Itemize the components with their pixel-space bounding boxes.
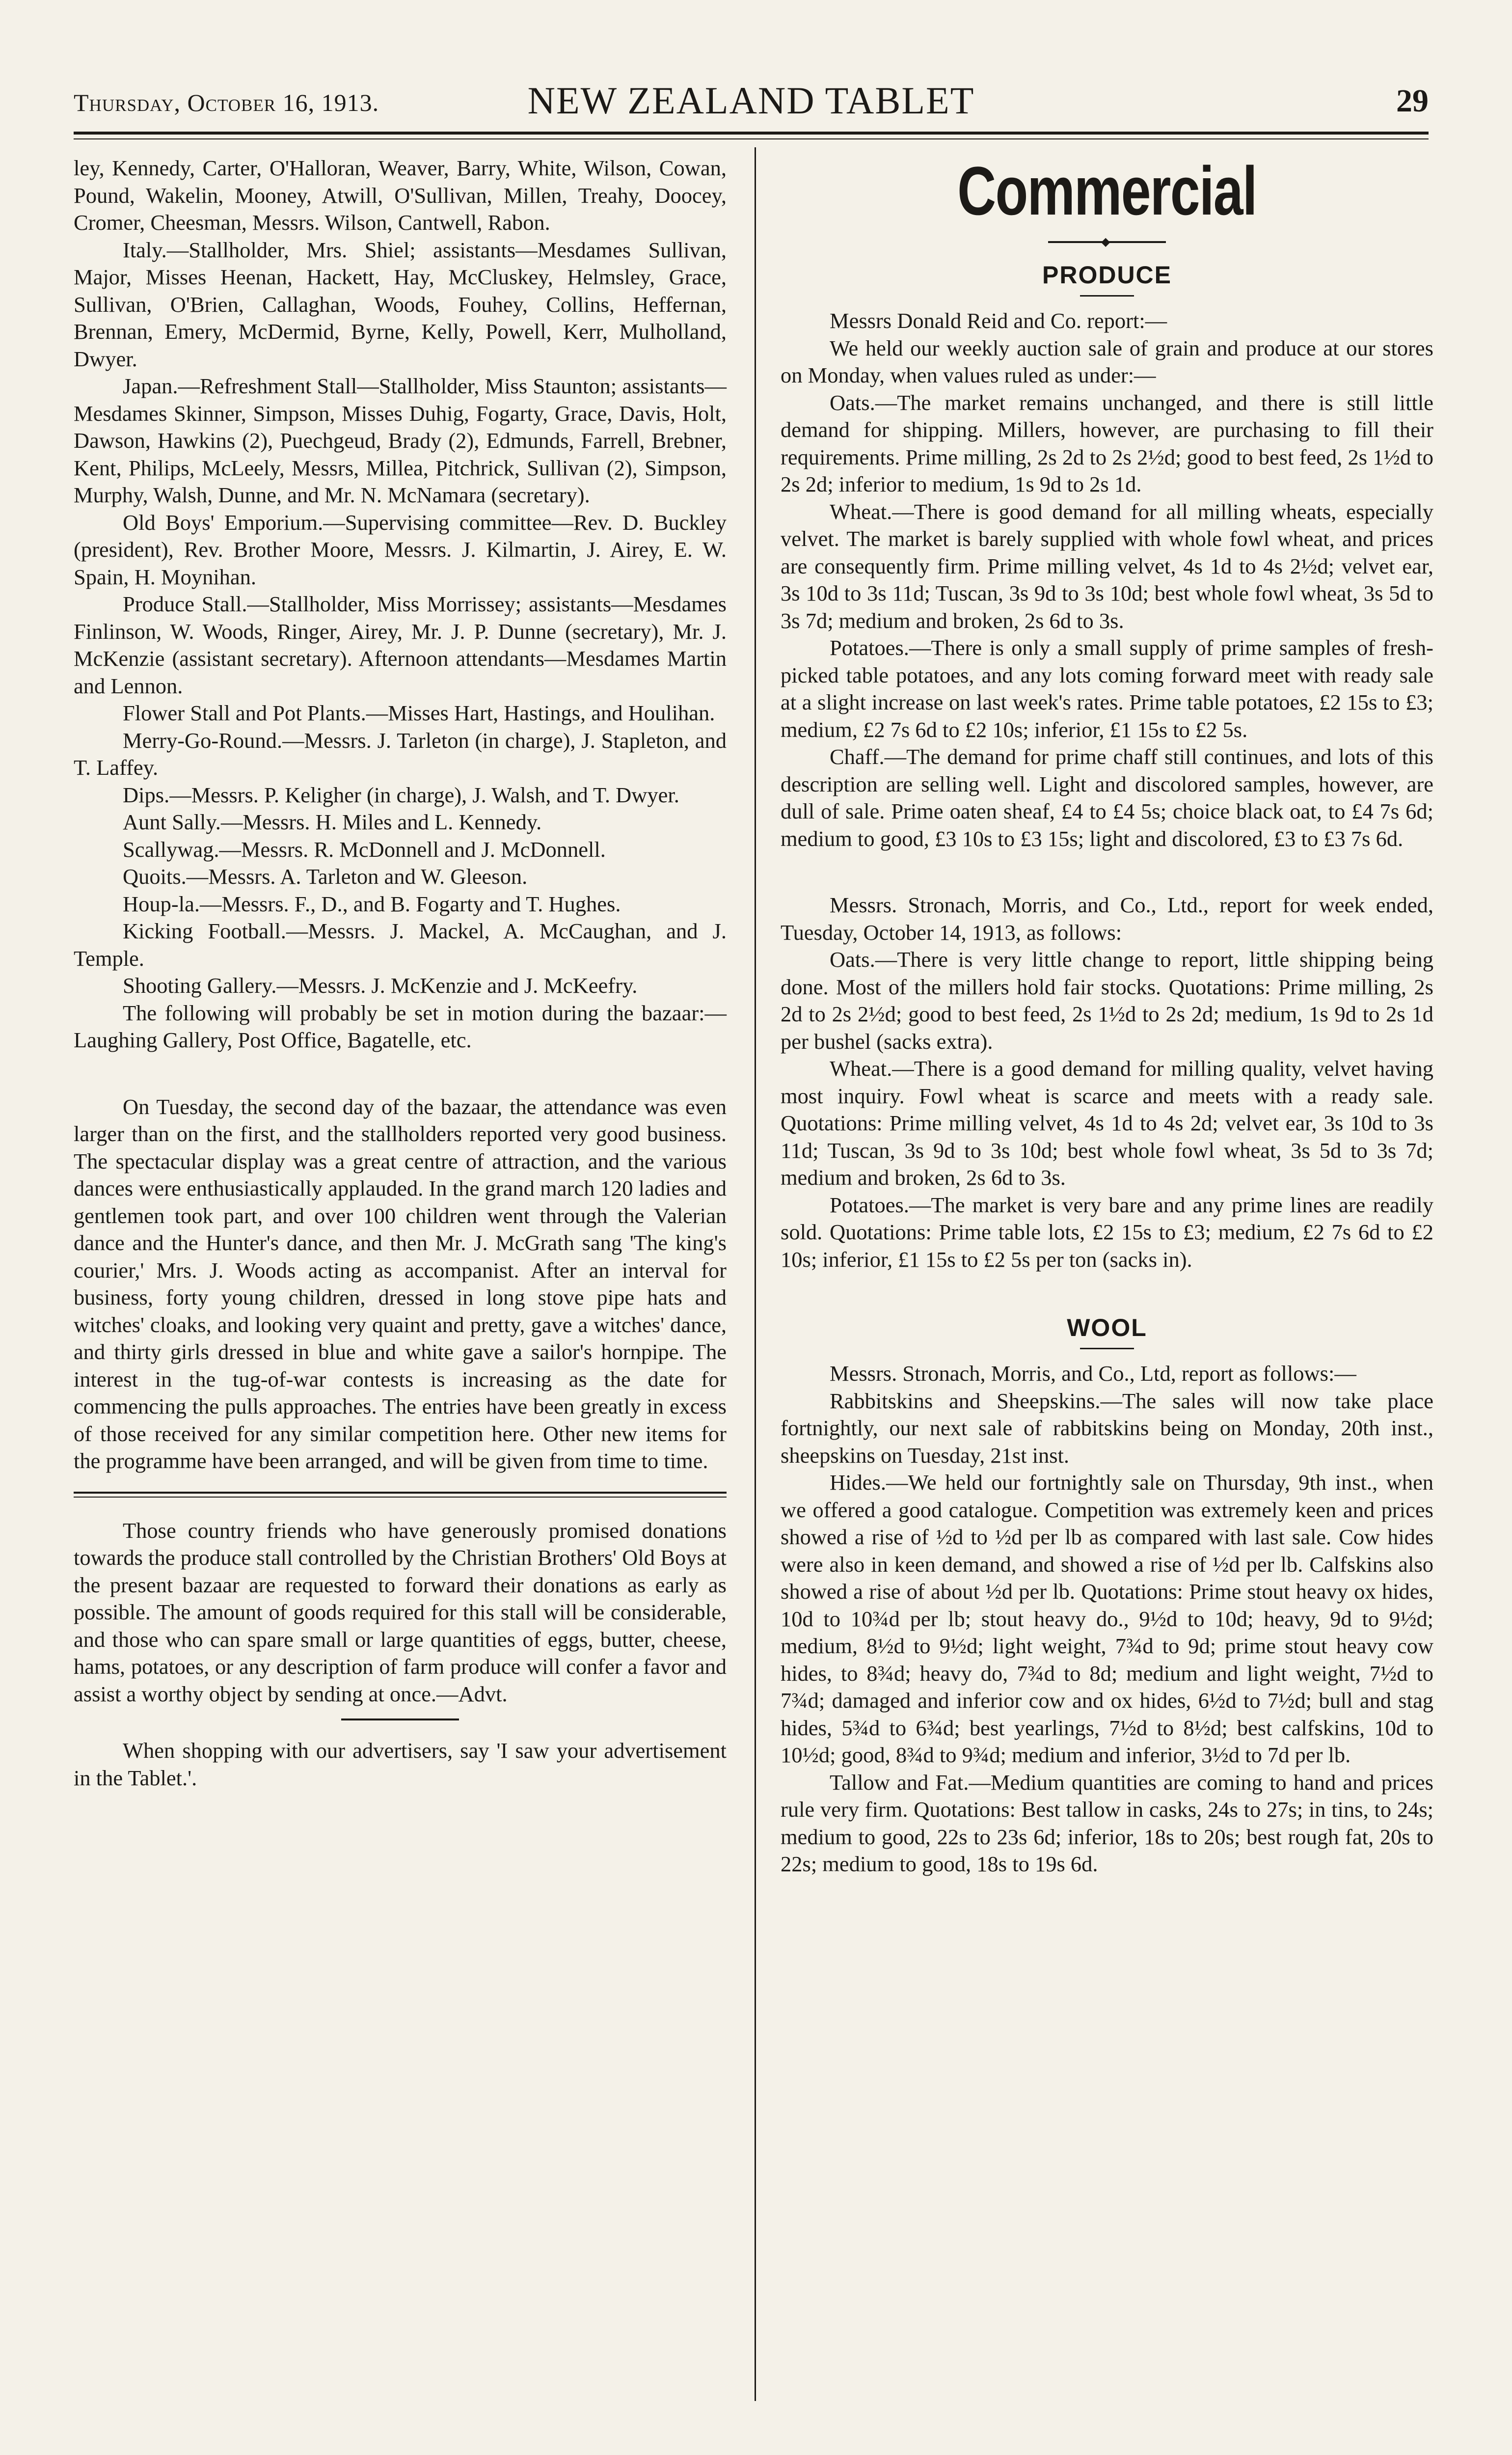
paragraph: Flower Stall and Pot Plants.—Misses Hart, Hastings, and Houlihan. <box>123 701 715 725</box>
paragraph: ley, Kennedy, Carter, O'Halloran, Weaver, Barry, White, Wilson, Cowan, Pound, Wakelin, Mooney, Atwill, O'Sullivan, Millen, Treahy, Doocey, Cromer, Cheesman, Messrs. Wilson, Cantwell, Rabon. <box>74 156 727 235</box>
spacer <box>781 852 1433 892</box>
paragraph: Potatoes.—The market is very bare and any prime lines are readily sold. Quotations: Prime table lots, £2 15s to £3; medium, £2 7s 6d to £2 10s; inferior, £1 15s to £2 5s per ton (sacks in). <box>781 1192 1433 1272</box>
paragraph: Houp-la.—Messrs. F., D., and B. Fogarty and T. Hughes. <box>123 891 621 916</box>
paragraph: Merry-Go-Round.—Messrs. J. Tarleton (in charge), J. Stapleton, and T. Laffey. <box>74 728 727 780</box>
double-rule <box>74 1492 727 1498</box>
column-divider <box>755 147 756 2401</box>
short-rule <box>1080 1348 1134 1349</box>
right-column <box>781 152 1433 1878</box>
tuesday-report: On Tuesday, the second day of the bazaar, the attendance was even larger than on the first, and the stallholders reported very good business. The spectacular display was a great centre of attraction, and the various dances were enthusiastically applauded. In the grand march 120 ladies and gentlemen took part, and over 100 children went through the Valerian dance and the Hunter's dance, and then Mr. J. McGrath sang 'The king's courier,' Mrs. J. Woods acting as accompanist. After an interval for business, forty young children, dressed in long stove pipe hats and witches' cloaks, and looking very quaint and pretty, gave a witches' dance, and thirty girls dressed in blue and white gave a sailor's hornpipe. The interest in the tug-of-war contests is increasing as the date for commencing the pulls approaches. The entries have been greatly in excess of those received for any similar competition here. Other new items for the programme have been arranged, and will be given from time to time. <box>74 1094 727 1473</box>
page-number: 29 <box>1396 83 1429 119</box>
short-rule <box>1080 295 1134 297</box>
paragraph: Hides.—We held our fortnightly sale on Thursday, 9th inst., when we offered a good catalogue. Competition was extremely keen and prices showed a rise of ½d to ½d per lb as compared with last sale. Cow hides were also in keen demand, and showed a rise of ½d per lb. Calfskins also showed a rise of about ½d per lb. Quotations: Prime stout heavy ox hides, 10d to 10¾d per lb; stout heavy do., 9½d to 10d; heavy, 9d to 9½d; medium, 8½d to 9½d; light weight, 7¾d to 9d; prime stout heavy cow hides, to 8¾d; heavy do, 7¾d to 8d; medium and light weight, 7½d to 7¾d; damaged and inferior cow and ox hides, 6½d to 7½d; bull and stag hides, 5¾d to 6¾d; best yearlings, 7½d to 8½d; best calfskins, 10d to 10½d; good, 8¾d to 9¾d; medium and inferior, 3½d to 7d per lb. <box>781 1470 1433 1767</box>
paragraph: Potatoes.—There is only a small supply of prime samples of fresh-picked table potatoes, and any lots coming forward meet with ready sale at a slight increase on last week's rates. Prime table potatoes, £2 15s to £3; medium, £2 7s 6d to £2 10s; inferior, £1 15s to £2 5s. <box>781 635 1433 742</box>
paragraph: Italy.—Stallholder, Mrs. Shiel; assistants—Mesdames Sullivan, Major, Misses Heenan, Hackett, Hay, McCluskey, Helmsley, Grace, Sullivan, O'Brien, Callaghan, Woods, Fouhey, Collins, Heffernan, Brennan, Emery, McDermid, Byrne, Kelly, Powell, Kerr, Mulholland, Dwyer. <box>74 237 727 371</box>
wool-intro: Messrs. Stronach, Morris, and Co., Ltd, report as follows:— <box>830 1361 1356 1386</box>
section-title-commercial: Commercial <box>957 152 1257 229</box>
paragraph: Tallow and Fat.—Medium quantities are coming to hand and prices rule very firm. Quotations: Best tallow in casks, 24s to 27s; in tins, to 24s; medium to good, 22s to 23s 6d; inferior, 18s to 20s; best rough fat, 20s to 22s; medium to good, 18s to 19s 6d. <box>781 1770 1433 1876</box>
paragraph: Oats.—The market remains unchanged, and there is still little demand for shipping. Millers, however, are purchasing to fill their requirements. Prime milling, 2s 2d to 2s 2½d; good to best feed, 2s 1½d to 2s 2d; inferior to medium, 1s 9d to 2s 1d. <box>781 390 1433 496</box>
paragraph: Shooting Gallery.—Messrs. J. McKenzie and J. McKeefry. <box>123 973 638 998</box>
header-rule-thin <box>74 138 1429 139</box>
paragraph: Wheat.—There is good demand for all milling wheats, especially velvet. The market is barely supplied with whole fowl wheat, and prices are consequently firm. Prime milling velvet, 4s 1d to 4s 2½d; velvet ear, 3s 10d to 3s 11d; Tuscan, 3s 9d to 3s 10d; best whole fowl wheat, 3s 5d to 3s 7d; medium and broken, 2s 6d to 3s. <box>781 499 1433 633</box>
paragraph: Japan.—Refreshment Stall—Stallholder, Miss Staunton; assistants—Mesdames Skinner, Simpson, Misses Duhig, Fogarty, Grace, Davis, Holt, Dawson, Hawkins (2), Puechgeud, Brady (2), Edmunds, Farrell, Brebner, Kent, Philips, McLeely, Messrs, Millea, Pitchrick, Sullivan (2), Simpson, Murphy, Walsh, Dunne, and Mr. N. McNamara (secretary). <box>74 374 727 507</box>
page-header <box>74 74 1429 128</box>
paragraph: Produce Stall.—Stallholder, Miss Morrissey; assistants—Mesdames Finlinson, W. Woods, Ringer, Airey, Mr. J. P. Dunne (secretary), Mr. J. McKenzie (assistant secretary). Afternoon attendants—Mesdames Martin and Lennon. <box>74 592 727 698</box>
spacer <box>74 1054 727 1093</box>
advertiser-footer: When shopping with our advertisers, say 'I saw your advertisement in the Tablet.'. <box>74 1738 727 1790</box>
paragraph: Rabbitskins and Sheepskins.—The sales will now take place fortnightly, our next sale of rabbitskins being on Monday, 20th inst., sheepskins on Tuesday, 21st inst. <box>781 1388 1433 1468</box>
paragraph: We held our weekly auction sale of grain and produce at our stores on Monday, when values ruled as under:— <box>781 335 1433 387</box>
ornament-rule <box>1048 236 1166 248</box>
paragraph: Wheat.—There is a good demand for milling quality, velvet having most inquiry. Fowl wheat is scarce and meets with a ready sale. Quotations: Prime milling velvet, 4s 1d to 4s 2d; velvet ear, 3s 10d to 3s 11d; Tuscan, 3s 9d to 3s 10d; best whole fowl wheat, 3s 5d to 3s 7d; medium and broken, 2s 6d to 3s. <box>781 1056 1433 1190</box>
paragraph: Scallywag.—Messrs. R. McDonnell and J. McDonnell. <box>123 837 606 862</box>
paragraph: Dips.—Messrs. P. Keligher (in charge), J. Walsh, and T. Dwyer. <box>123 782 679 807</box>
stronach-intro: Messrs. Stronach, Morris, and Co., Ltd., report for week ended, Tuesday, October 14, 1913, as follows: <box>781 893 1433 945</box>
wool-heading: WOOL <box>1067 1314 1147 1341</box>
paragraph: Quoits.—Messrs. A. Tarleton and W. Gleeson. <box>123 864 528 889</box>
masthead-title: NEW ZEALAND TABLET <box>527 79 975 122</box>
paragraph: Old Boys' Emporium.—Supervising committee—Rev. D. Buckley (president), Rev. Brother Moore, Messrs. J. Kilmartin, J. Airey, E. W. Spain, H. Moynihan. <box>74 510 727 589</box>
reid-intro: Messrs Donald Reid and Co. report:— <box>830 308 1167 333</box>
advertisement-notice: Those country friends who have generously promised donations towards the produce stall controlled by the Christian Brothers' Old Boys at the present bazaar are requested to forward their donations as early as possible. The amount of goods required for this stall will be considerable, and those who can spare small or large quantities of eggs, butter, cheese, hams, potatoes, or any description of farm produce will confer a favor and assist a worthy object by sending at once.—Advt. <box>74 1518 727 1706</box>
spacer <box>781 1273 1433 1312</box>
paragraph: Aunt Sally.—Messrs. H. Miles and L. Kennedy. <box>123 810 542 834</box>
short-rule <box>341 1718 459 1720</box>
paragraph: The following will probably be set in motion during the bazaar:—Laughing Gallery, Post Office, Bagatelle, etc. <box>74 1000 727 1052</box>
paragraph: Oats.—There is very little change to report, little shipping being done. Most of the millers hold fair stocks. Quotations: Prime milling, 2s 2d to 2s 2½d; good to best feed, 2s 1½d to 2s 2d; medium, 1s 9d to 2s 1d per bushel (sacks extra). <box>781 947 1433 1054</box>
issue-date: Thursday, October 16, 1913. <box>74 89 379 116</box>
paragraph: Kicking Football.—Messrs. J. Mackel, A. McCaughan, and J. Temple. <box>74 919 727 971</box>
produce-heading: PRODUCE <box>1042 261 1172 289</box>
paragraph: Chaff.—The demand for prime chaff still continues, and lots of this description are selling well. Light and discolored samples, however, are dull of sale. Prime oaten sheaf, £4 to £4 5s; choice black oat, to £4 7s 6d; medium to good, £3 10s to £3 15s; light and discolored, £3 to £3 7s 6d. <box>781 744 1433 851</box>
left-column <box>74 155 727 1792</box>
header-rule <box>74 132 1429 135</box>
diamond-ornament-icon: ◆ <box>1101 236 1110 248</box>
